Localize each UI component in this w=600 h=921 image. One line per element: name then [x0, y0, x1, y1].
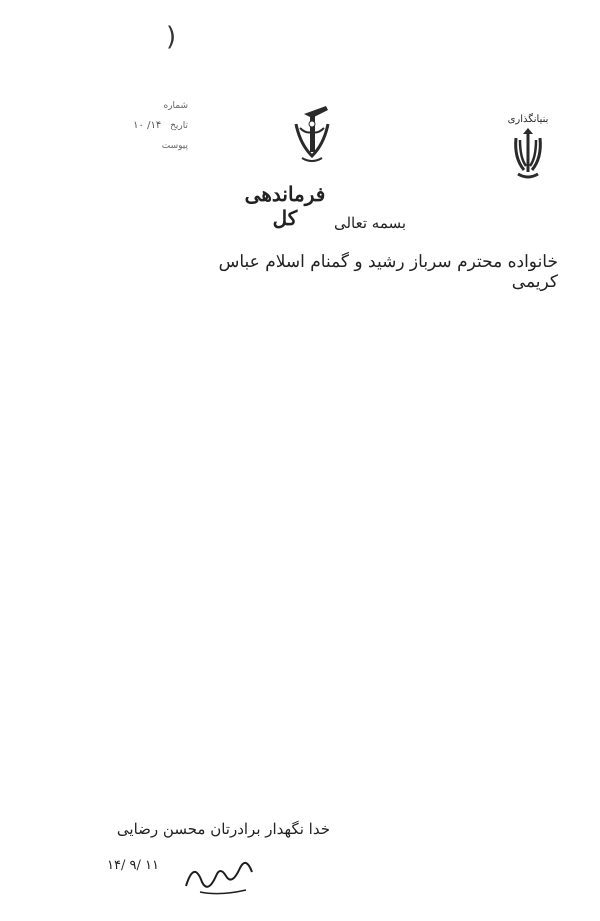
date-label: تاریخ	[170, 121, 188, 131]
attachment-row	[108, 136, 188, 156]
basmala: بسمه تعالی	[333, 214, 407, 232]
corner-bracket-mark: )	[166, 22, 177, 52]
date-row	[108, 116, 188, 136]
closing-line: خدا نگهدار برادرتان محسن رضایی	[116, 820, 330, 838]
handwritten-signature	[180, 846, 260, 898]
date-value: ۱۴/ ۱۰	[133, 120, 162, 131]
header-title: فرماندهی کل	[244, 182, 326, 230]
number-row	[108, 96, 188, 116]
letter-date: ۱۴/ ۹/ ۱۱	[107, 858, 159, 873]
iran-emblem-caption: بنیانگذاری	[507, 114, 549, 125]
iran-emblem-icon	[506, 108, 550, 182]
letterhead-meta	[108, 96, 188, 156]
number-label: شماره	[163, 101, 188, 111]
attachment-label: پیوست	[161, 141, 188, 151]
salutation: خانواده محترم سرباز رشید و گمنام اسلام عباس کریمی	[218, 252, 558, 292]
irgc-emblem-icon	[282, 104, 342, 166]
